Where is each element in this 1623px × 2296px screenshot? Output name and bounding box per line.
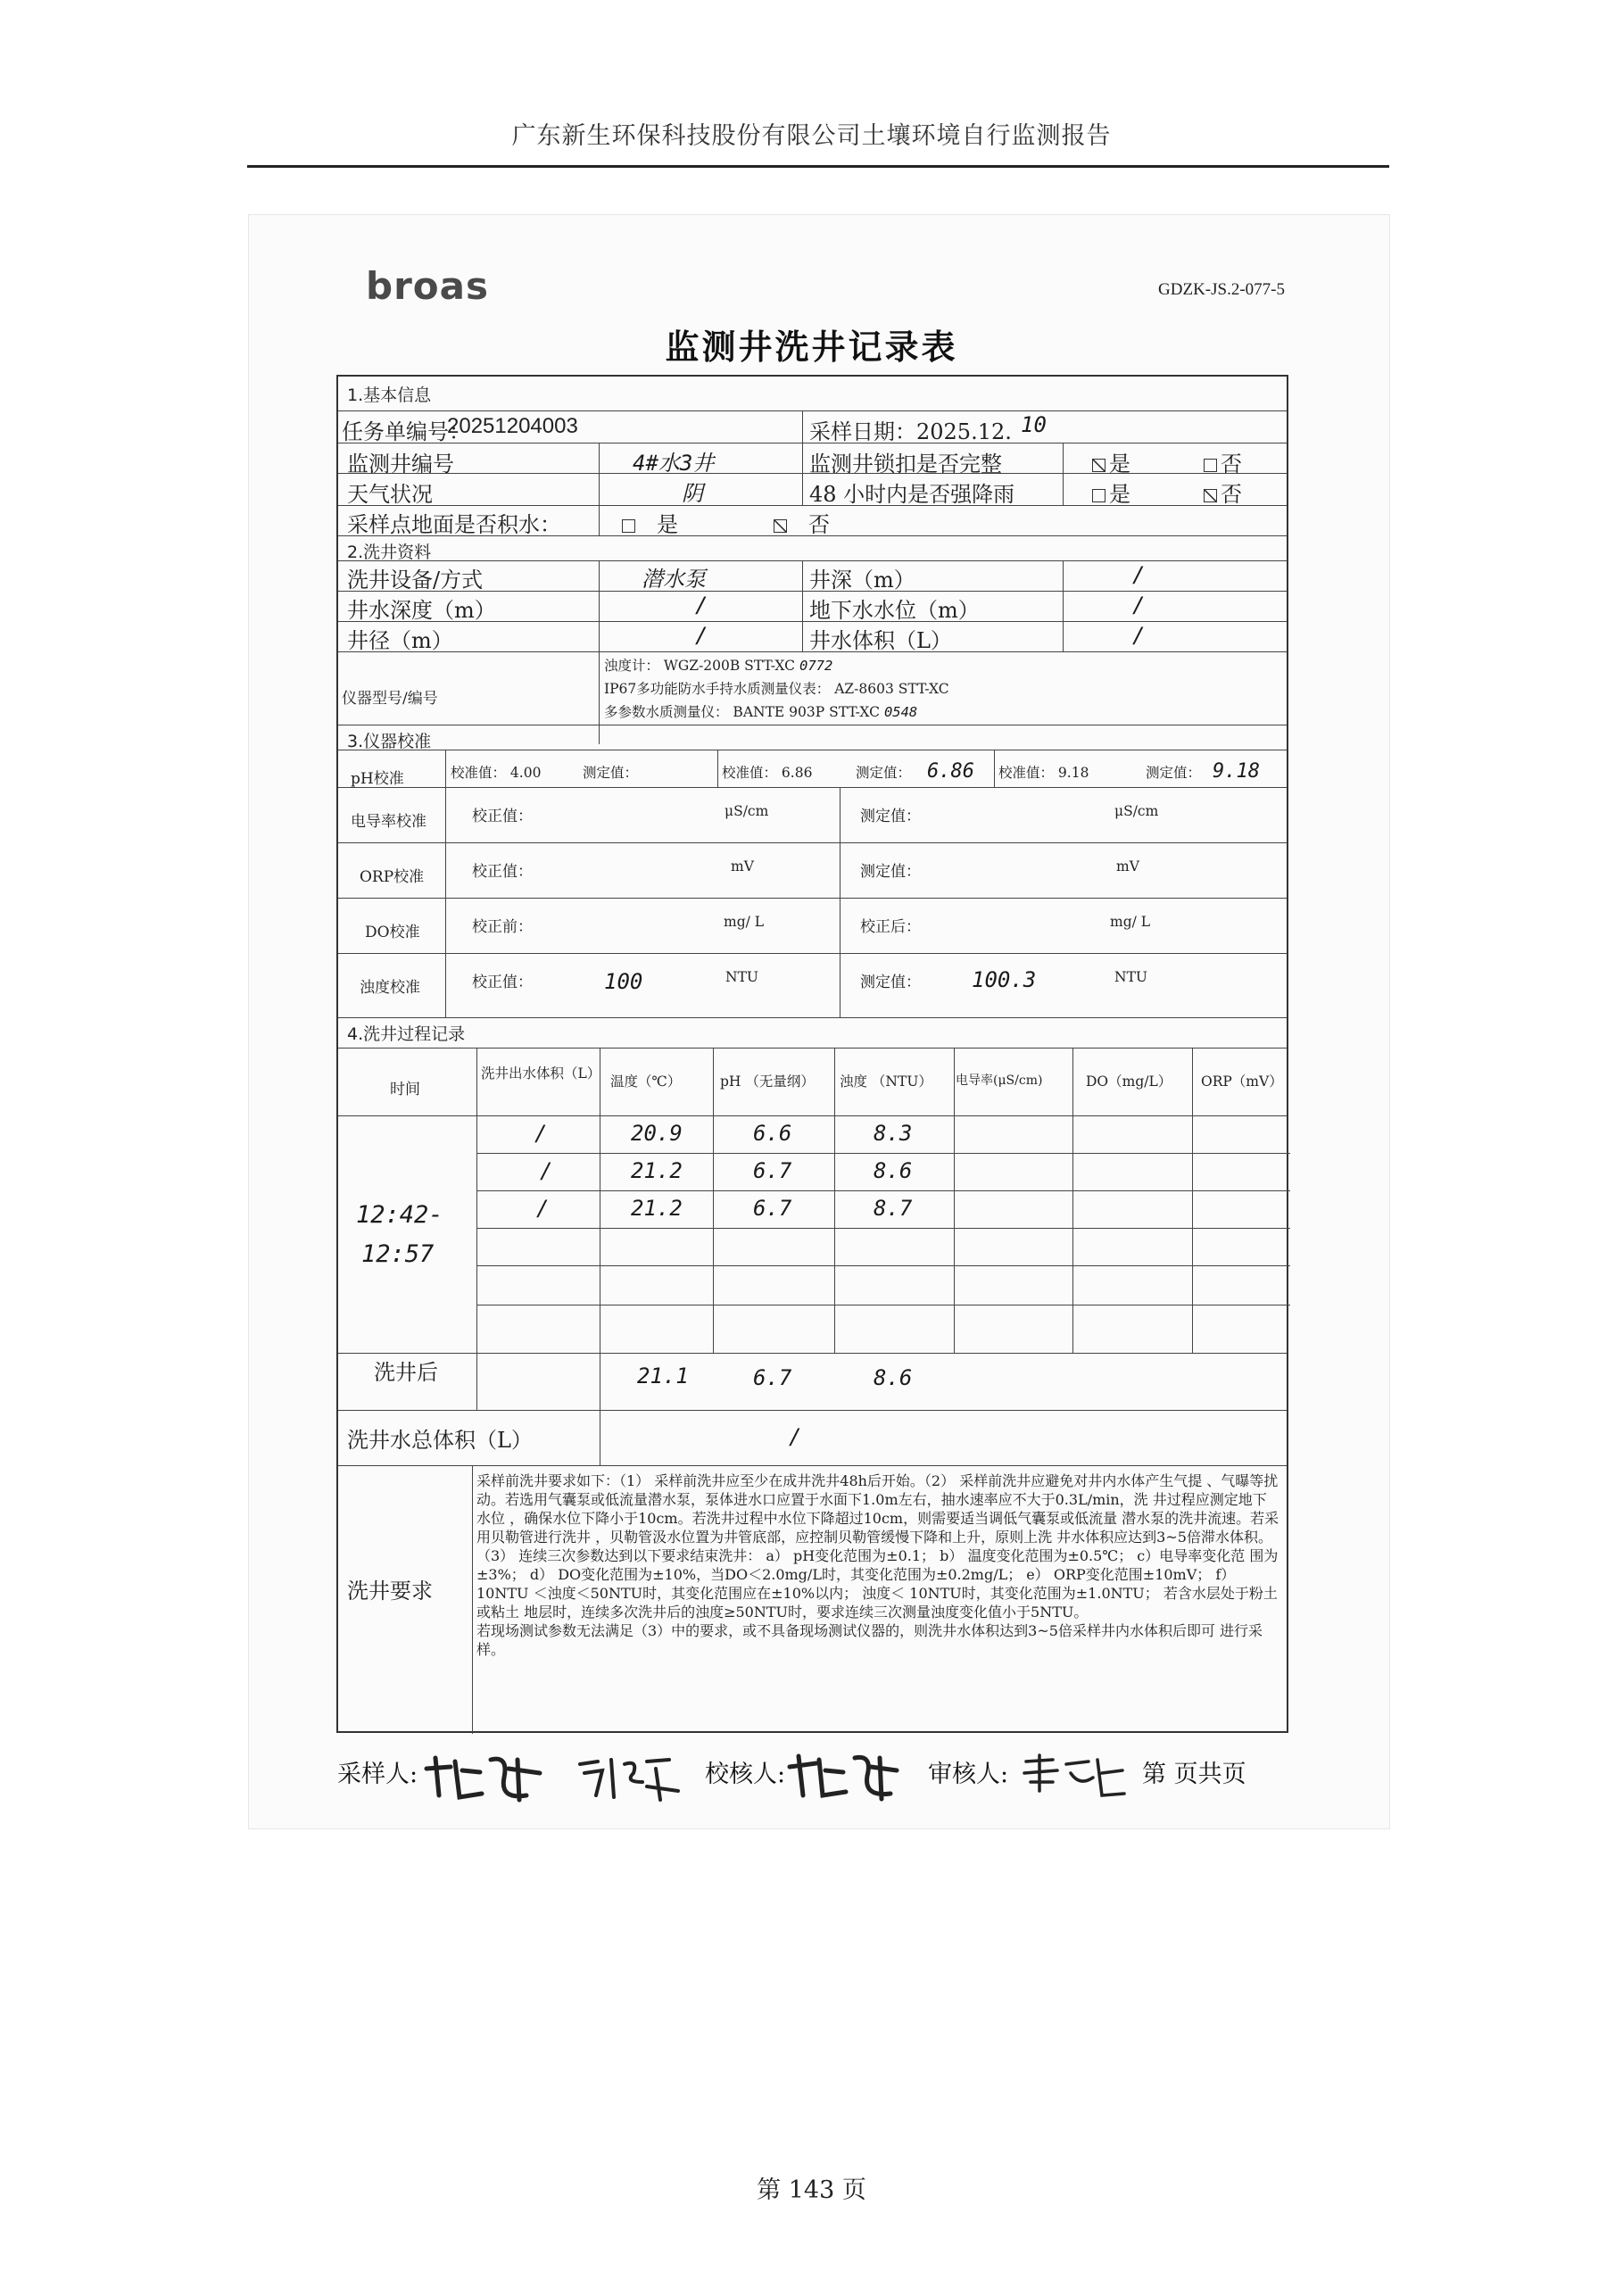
instrument-label: 仪器型号/编号 — [342, 690, 438, 708]
form-title: 监测井洗井记录表 — [665, 327, 958, 367]
ph-meas-3: 9.18 — [1213, 760, 1260, 783]
header-orp: ORP（mV） — [1201, 1073, 1283, 1090]
conductivity-meas-unit: μS/cm — [1114, 803, 1159, 819]
row2-volume: / — [540, 1158, 553, 1183]
instrument-line-2: IP67多功能防水手持水质测量仪表： AZ-8603 STT-XC — [604, 681, 949, 697]
page-count-note: 第 页共页 — [1142, 1761, 1246, 1788]
rain-yes: 是 — [1092, 477, 1130, 508]
groundwater-level-value: / — [1132, 593, 1146, 618]
water-depth-label: 井水深度（m） — [347, 598, 496, 623]
section-basic-info: 1.基本信息 — [347, 385, 432, 405]
well-diameter-label: 井径（m） — [347, 628, 453, 653]
row3-ph: 6.7 — [753, 1196, 792, 1221]
water-yes-checkbox — [622, 519, 635, 533]
water-depth-value: / — [695, 593, 708, 618]
form-code: GDZK-JS.2-077-5 — [1158, 280, 1285, 299]
water-no-checkbox — [774, 519, 787, 533]
do-after-label: 校正后： — [860, 918, 921, 936]
rain-no: 否 — [1204, 477, 1242, 508]
rain-no-checkbox — [1204, 489, 1217, 502]
requirements-label: 洗井要求 — [347, 1579, 433, 1604]
lock-yes-checkbox — [1092, 459, 1105, 472]
sampler-signature-2 — [571, 1751, 687, 1804]
task-no-label: 任务单编号： — [342, 419, 470, 444]
section-calibration: 3.仪器校准 — [347, 732, 432, 751]
row3-turbidity: 8.7 — [874, 1196, 913, 1221]
well-volume-label: 井水体积（L） — [809, 628, 952, 653]
orp-std-label: 校正值： — [472, 863, 533, 881]
orp-std-unit: mV — [731, 858, 754, 874]
do-before-label: 校正前： — [472, 918, 533, 936]
well-depth-label: 井深（m） — [809, 568, 915, 593]
header-conductivity: 电导率(μS/cm) — [956, 1073, 1043, 1088]
well-no-label: 监测井编号 — [347, 452, 454, 477]
turbidity-meas-label: 测定值： — [860, 974, 921, 991]
ph-std-2: 校准值： 6.86 — [722, 765, 813, 781]
sampler-label: 采样人: — [337, 1761, 418, 1788]
section-process-record: 4.洗井过程记录 — [347, 1024, 466, 1044]
requirements-text — [476, 1471, 1279, 1659]
water-yes: 是 — [622, 507, 678, 538]
well-no: 4#水3井 — [633, 451, 715, 476]
water-no: 否 — [774, 507, 830, 538]
row2-ph: 6.7 — [753, 1158, 792, 1183]
instrument-line-3: 多参数水质测量仪： BANTE 903P STT-XC 0548 — [604, 704, 918, 720]
row1-turbidity: 8.3 — [874, 1121, 913, 1146]
after-temperature: 21.1 — [637, 1364, 689, 1388]
washing-record-table — [336, 375, 1288, 1733]
ph-calibration-label: pH校准 — [351, 770, 404, 788]
row3-temperature: 21.2 — [631, 1196, 683, 1221]
after-turbidity: 8.6 — [874, 1365, 913, 1390]
instrument-line-1: 浊度计： WGZ-200B STT-XC 0772 — [604, 658, 833, 674]
turbidity-meas-unit: NTU — [1114, 969, 1147, 985]
turbidity-std-unit: NTU — [725, 969, 758, 985]
well-diameter-value: / — [695, 623, 708, 648]
standing-water-label: 采样点地面是否积水： — [347, 512, 561, 537]
lock-no-checkbox — [1204, 459, 1217, 472]
groundwater-level-label: 地下水水位（m） — [809, 598, 980, 623]
reviewer-signature — [1017, 1751, 1133, 1804]
ph-std-3: 校准值： 9.18 — [998, 765, 1089, 781]
ph-meas-2-label: 测定值： — [856, 765, 912, 781]
after-wash-label: 洗井后 — [374, 1360, 438, 1385]
header-do: DO（mg/L） — [1086, 1073, 1172, 1090]
time-start: 12:42- — [356, 1201, 443, 1229]
do-calibration-label: DO校准 — [365, 924, 420, 941]
turbidity-std-label: 校正值： — [472, 974, 533, 991]
ph-meas-3-label: 测定值： — [1146, 765, 1202, 781]
ph-meas-2: 6.86 — [927, 760, 974, 783]
time-end: 12:57 — [361, 1240, 435, 1268]
row2-temperature: 21.2 — [631, 1158, 683, 1183]
row3-volume: / — [536, 1196, 550, 1221]
checker-signature — [785, 1751, 901, 1804]
section-well-info: 2.洗井资料 — [347, 543, 432, 562]
orp-meas-label: 测定值： — [860, 863, 921, 881]
header-time: 时间 — [390, 1081, 420, 1098]
conductivity-meas-label: 测定值： — [860, 808, 921, 825]
heavy-rain-label: 48 小时内是否强降雨 — [809, 482, 1015, 507]
company-logo: broas — [366, 264, 489, 308]
after-ph: 6.7 — [753, 1365, 792, 1390]
weather: 阴 — [682, 481, 703, 506]
conductivity-std-unit: μS/cm — [725, 803, 769, 819]
sampling-date-day: 10 — [1021, 412, 1047, 437]
total-volume-label: 洗井水总体积（L） — [347, 1428, 533, 1453]
header-rule — [247, 165, 1389, 168]
row1-volume: / — [534, 1121, 548, 1146]
turbidity-calibration-label: 浊度校准 — [360, 979, 420, 997]
checker-label: 校核人: — [705, 1761, 786, 1788]
well-volume-value: / — [1132, 623, 1146, 648]
lock-yes: 是 — [1092, 446, 1130, 477]
lock-no: 否 — [1204, 446, 1242, 477]
requirement-paragraph: 若现场测试参数无法满足（3）中的要求，或不具备现场测试仪器的，则洗井水体积达到3~5倍采样井内水体积后即可 进行采样。 — [476, 1622, 1263, 1658]
conductivity-calibration-label: 电导率校准 — [351, 813, 426, 831]
requirement-paragraph: 采样前洗井要求如下：（1） 采样前洗井应至少在成井洗井48h后开始。（2） 采样前洗井应避免对井内水体产生气提 、气曝等扰动。若选用气囊泵或低流量潜水泵，泵体进水口应置于水面下1.0m左右，抽水速率应不大于0.3L/min，洗 井过程应测定地下水位 ，确保水位下降小于10cm。若洗井过程中水位下降超过10cm，则需要适当调低气囊泵或低流量 潜水泵的洗井流速。若采用贝勒管进行洗井 ，贝勒管汲水位置为井管底部，应控制贝勒管缓慢下降和上升，原则上洗 井水体积应达到3~5倍滞水体积。 — [476, 1472, 1279, 1546]
orp-meas-unit: mV — [1116, 858, 1139, 874]
weather-label: 天气状况 — [347, 482, 433, 507]
header-volume: 洗井出水体积（L） — [481, 1065, 601, 1082]
turbidity-std-value: 100 — [604, 969, 643, 994]
header-ph: pH （无量纲） — [720, 1073, 815, 1090]
sampling-date-label: 采样日期：2025.12. — [809, 419, 1012, 444]
lock-intact-label: 监测井锁扣是否完整 — [809, 452, 1002, 477]
ph-std-1: 校准值： 4.00 — [451, 765, 542, 781]
header-temperature: 温度（℃） — [610, 1073, 682, 1090]
total-volume-value: / — [789, 1424, 802, 1449]
orp-calibration-label: ORP校准 — [360, 868, 425, 886]
conductivity-std-label: 校正值： — [472, 808, 533, 825]
row1-temperature: 20.9 — [631, 1121, 683, 1146]
row2-turbidity: 8.6 — [874, 1158, 913, 1183]
do-before-unit: mg/ L — [724, 914, 765, 930]
ph-meas-1-label: 测定值： — [583, 765, 639, 781]
page-header: 广东新生环保科技股份有限公司土壤环境自行监测报告 — [511, 122, 1112, 150]
reviewer-label: 审核人: — [928, 1761, 1009, 1788]
requirement-paragraph: （3） 连续三次参数达到以下要求结束洗井： a） pH变化范围为±0.1； b） 温度变化范围为±0.5℃； c）电导率变化范 围为±3%； d） DO变化范围为±10%，当DO＜2.0mg/L时，其变化范围为±0.2mg/L； e） ORP变化范围±10mV； f） 10NTU ＜浊度＜50NTU时，其变化范围应在±10%以内； 浊度＜ 10NTU时，其变化范围为±1.0NTU； 若含水层处于粉土或粘土 地层时，连续多次洗井后的浊度≥50NTU时，要求连续三次测量浊度变化值小于5NTU。 — [476, 1547, 1279, 1620]
sampler-signature-1 — [419, 1751, 553, 1804]
rain-yes-checkbox — [1092, 489, 1105, 502]
row1-ph: 6.6 — [753, 1121, 792, 1146]
task-no: 20251204003 — [447, 414, 578, 438]
equip-value: 潜水泵 — [642, 567, 706, 592]
page-number: 第 143 页 — [757, 2176, 866, 2204]
well-depth-value: / — [1132, 562, 1146, 587]
equip-label: 洗井设备/方式 — [347, 568, 484, 593]
turbidity-meas-value: 100.3 — [972, 967, 1037, 992]
header-turbidity: 浊度 （NTU） — [840, 1073, 932, 1090]
do-after-unit: mg/ L — [1110, 914, 1151, 930]
